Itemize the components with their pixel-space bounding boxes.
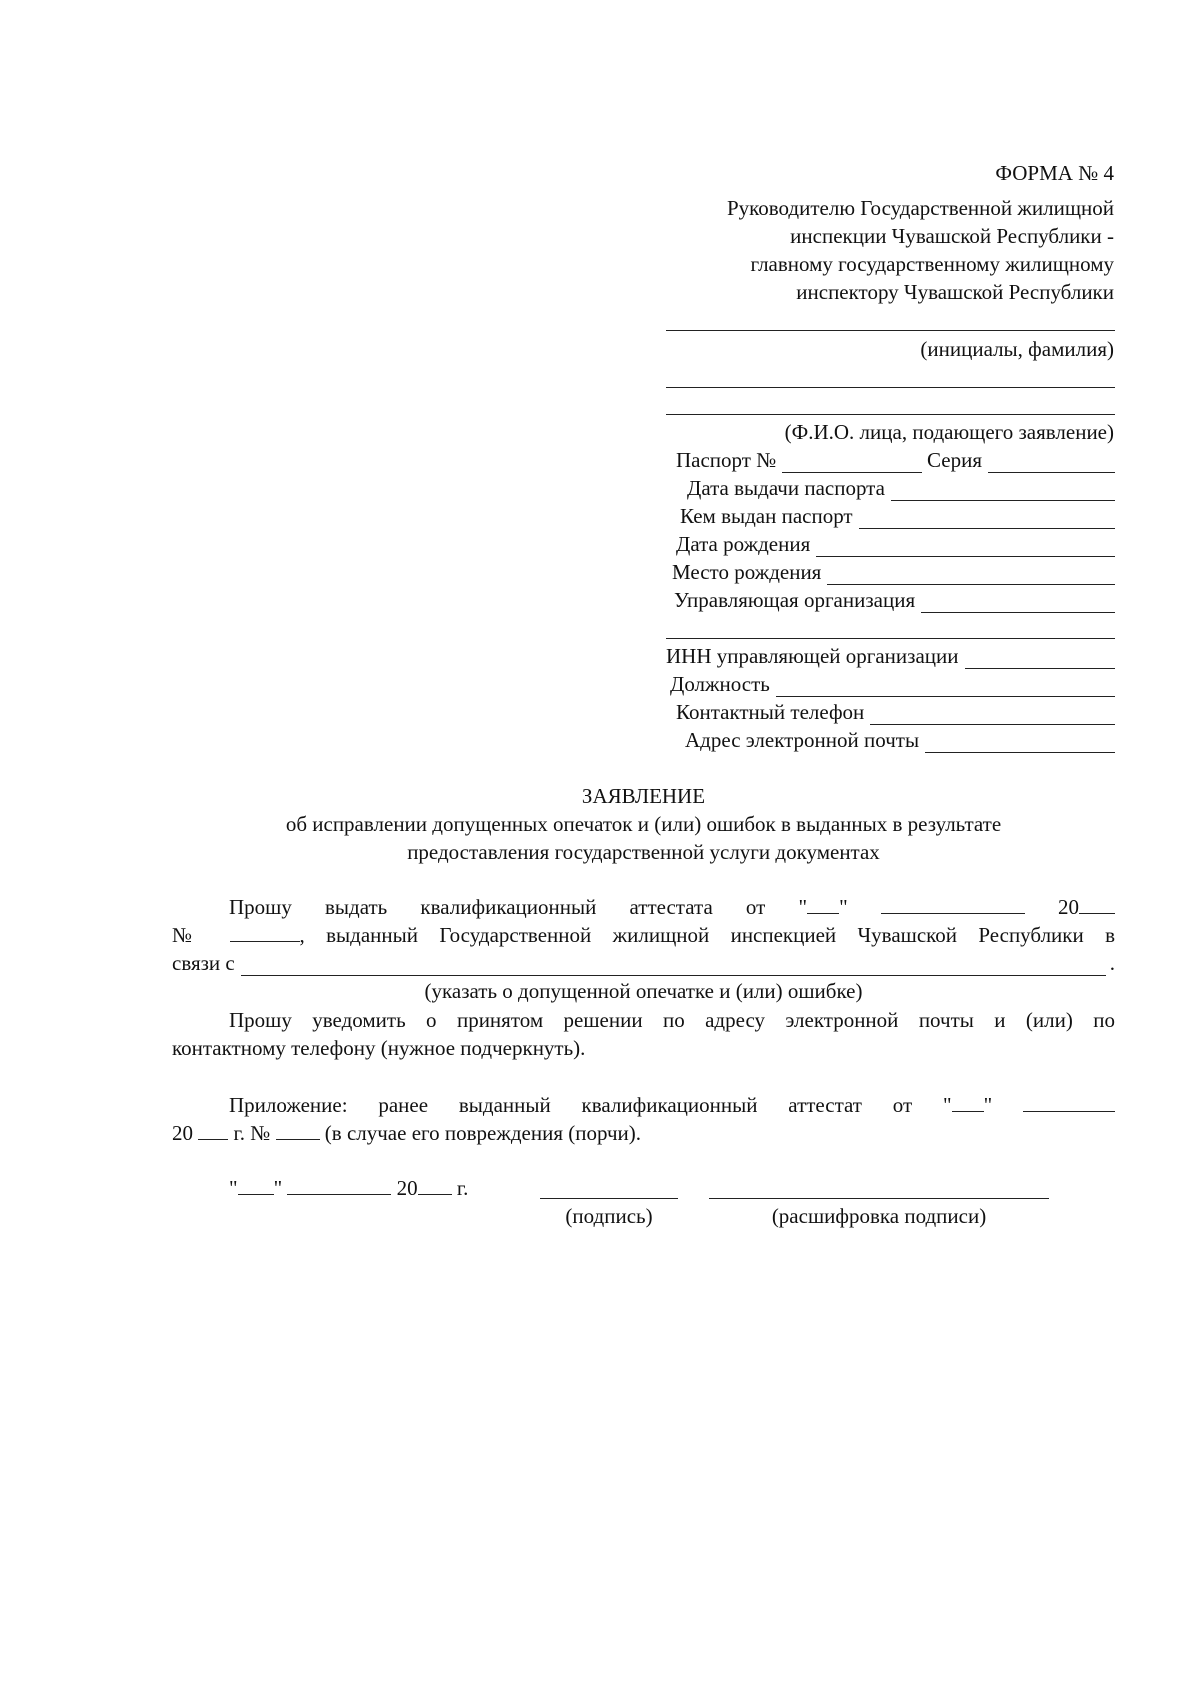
birth-date-row	[676, 531, 1115, 557]
signature-year-field[interactable]	[418, 1176, 452, 1195]
birth-date-field[interactable]	[816, 538, 1115, 557]
document-title: ЗАЯВЛЕНИЕ	[581, 784, 706, 808]
attachment-day-field[interactable]	[952, 1093, 984, 1112]
org-inn-row	[666, 643, 1115, 669]
addressee-line-1: Руководителю Государственной жилищной	[726, 196, 1114, 220]
attachment-quote-close: "	[983, 1093, 993, 1117]
signature-date	[229, 1175, 468, 1201]
signature-caption: (подпись)	[565, 1204, 653, 1228]
quote-open: "	[798, 895, 808, 919]
passport-number-row	[676, 447, 922, 473]
org-inn-label: ИНН управляющей организации	[666, 644, 959, 668]
initials-caption: (инициалы, фамилия)	[920, 337, 1114, 361]
request-line-1	[229, 893, 1115, 921]
passport-number-label: Паспорт №	[676, 448, 777, 472]
email-field[interactable]	[925, 734, 1115, 753]
form-number: ФОРМА № 4	[995, 161, 1114, 185]
attachment-year-prefix: 20	[172, 1121, 193, 1145]
attachment-line-1	[229, 1091, 1115, 1119]
attachment-text: Приложение: ранее выданный квалификационный аттестат от	[229, 1093, 913, 1117]
phone-label: Контактный телефон	[676, 700, 865, 724]
passport-series-label: Серия	[927, 448, 982, 472]
initials-field[interactable]	[666, 330, 1115, 331]
issued-by-row	[680, 503, 1115, 529]
phone-field[interactable]	[870, 706, 1115, 725]
addressee-line-4: инспектору Чувашской Республики	[796, 280, 1114, 304]
signature-year-prefix: 20	[396, 1176, 418, 1200]
signature-field[interactable]	[540, 1198, 678, 1199]
attachment-number-field[interactable]	[276, 1121, 320, 1140]
position-field[interactable]	[776, 678, 1115, 697]
request-text: Прошу выдать квалификационный аттестата от	[229, 895, 766, 919]
signature-year-suffix: г.	[456, 1176, 469, 1200]
birth-place-row	[672, 559, 1115, 585]
request-line-2	[172, 921, 1115, 949]
issue-date-field[interactable]	[891, 482, 1115, 501]
document-subtitle-2: предоставления государственной услуги документах	[407, 840, 880, 864]
signature-month-field[interactable]	[287, 1176, 391, 1195]
period: .	[1109, 951, 1115, 975]
org-inn-field[interactable]	[965, 650, 1116, 669]
attachment-year-suffix: г. №	[233, 1121, 271, 1145]
org-field-continued[interactable]	[666, 638, 1115, 639]
issued-by-text: , выданный Государственной жилищной инспекцией Чувашской Республики в	[299, 923, 1116, 947]
signature-decode-caption: (расшифровка подписи)	[771, 1204, 987, 1228]
attachment-condition-text: (в случае его повреждения (порчи).	[324, 1121, 641, 1145]
signature-day-field[interactable]	[238, 1176, 274, 1195]
request-line-3	[172, 950, 1115, 976]
notify-line-1: Прошу уведомить о принятом решении по адресу электронной почты и (или) по	[229, 1008, 1115, 1032]
error-description-field[interactable]	[241, 957, 1106, 976]
passport-series-field[interactable]	[988, 454, 1115, 473]
issue-date-row	[687, 475, 1115, 501]
addressee-line-2: инспекции Чувашской Республики -	[790, 224, 1114, 248]
passport-number-field[interactable]	[782, 454, 922, 473]
notify-line-2: контактному телефону (нужное подчеркнуть).	[172, 1036, 586, 1060]
issued-by-field[interactable]	[859, 510, 1115, 529]
year-prefix: 20	[1058, 895, 1080, 919]
org-row	[674, 587, 1115, 613]
attachment-quote-open: "	[943, 1093, 952, 1117]
quote-close: "	[839, 895, 848, 919]
org-field[interactable]	[921, 594, 1115, 613]
document-subtitle-1: об исправлении допущенных опечаток и (или) ошибок в выданных в результате	[285, 812, 1002, 836]
error-caption: (указать о допущенной опечатке и (или) ошибке)	[424, 979, 863, 1003]
issued-by-label: Кем выдан паспорт	[680, 504, 853, 528]
signature-quote-close: "	[273, 1176, 283, 1200]
certificate-number-field[interactable]	[230, 923, 300, 942]
in-connection-label: связи с	[172, 951, 235, 975]
applicant-name-field-2[interactable]	[666, 414, 1115, 415]
attachment-line-2	[172, 1120, 641, 1146]
position-label: Должность	[670, 672, 770, 696]
passport-series-row	[927, 447, 1115, 473]
attachment-month-field[interactable]	[1023, 1093, 1115, 1112]
org-label: Управляющая организация	[674, 588, 916, 612]
month-field[interactable]	[881, 895, 1025, 914]
email-label: Адрес электронной почты	[685, 728, 920, 752]
birth-place-label: Место рождения	[672, 560, 822, 584]
attachment-year-field[interactable]	[198, 1121, 228, 1140]
birth-date-label: Дата рождения	[676, 532, 811, 556]
position-row	[670, 671, 1115, 697]
addressee-line-3: главному государственному жилищному	[750, 252, 1114, 276]
email-row	[685, 727, 1115, 753]
day-field[interactable]	[807, 895, 839, 914]
phone-row	[676, 699, 1115, 725]
applicant-name-field-1[interactable]	[666, 387, 1115, 388]
year-field[interactable]	[1079, 895, 1115, 914]
applicant-caption: (Ф.И.О. лица, подающего заявление)	[784, 420, 1114, 444]
issue-date-label: Дата выдачи паспорта	[687, 476, 885, 500]
signature-quote-open: "	[229, 1176, 238, 1200]
birth-place-field[interactable]	[827, 566, 1115, 585]
signature-decode-field[interactable]	[709, 1198, 1049, 1199]
number-sign: №	[172, 923, 209, 947]
